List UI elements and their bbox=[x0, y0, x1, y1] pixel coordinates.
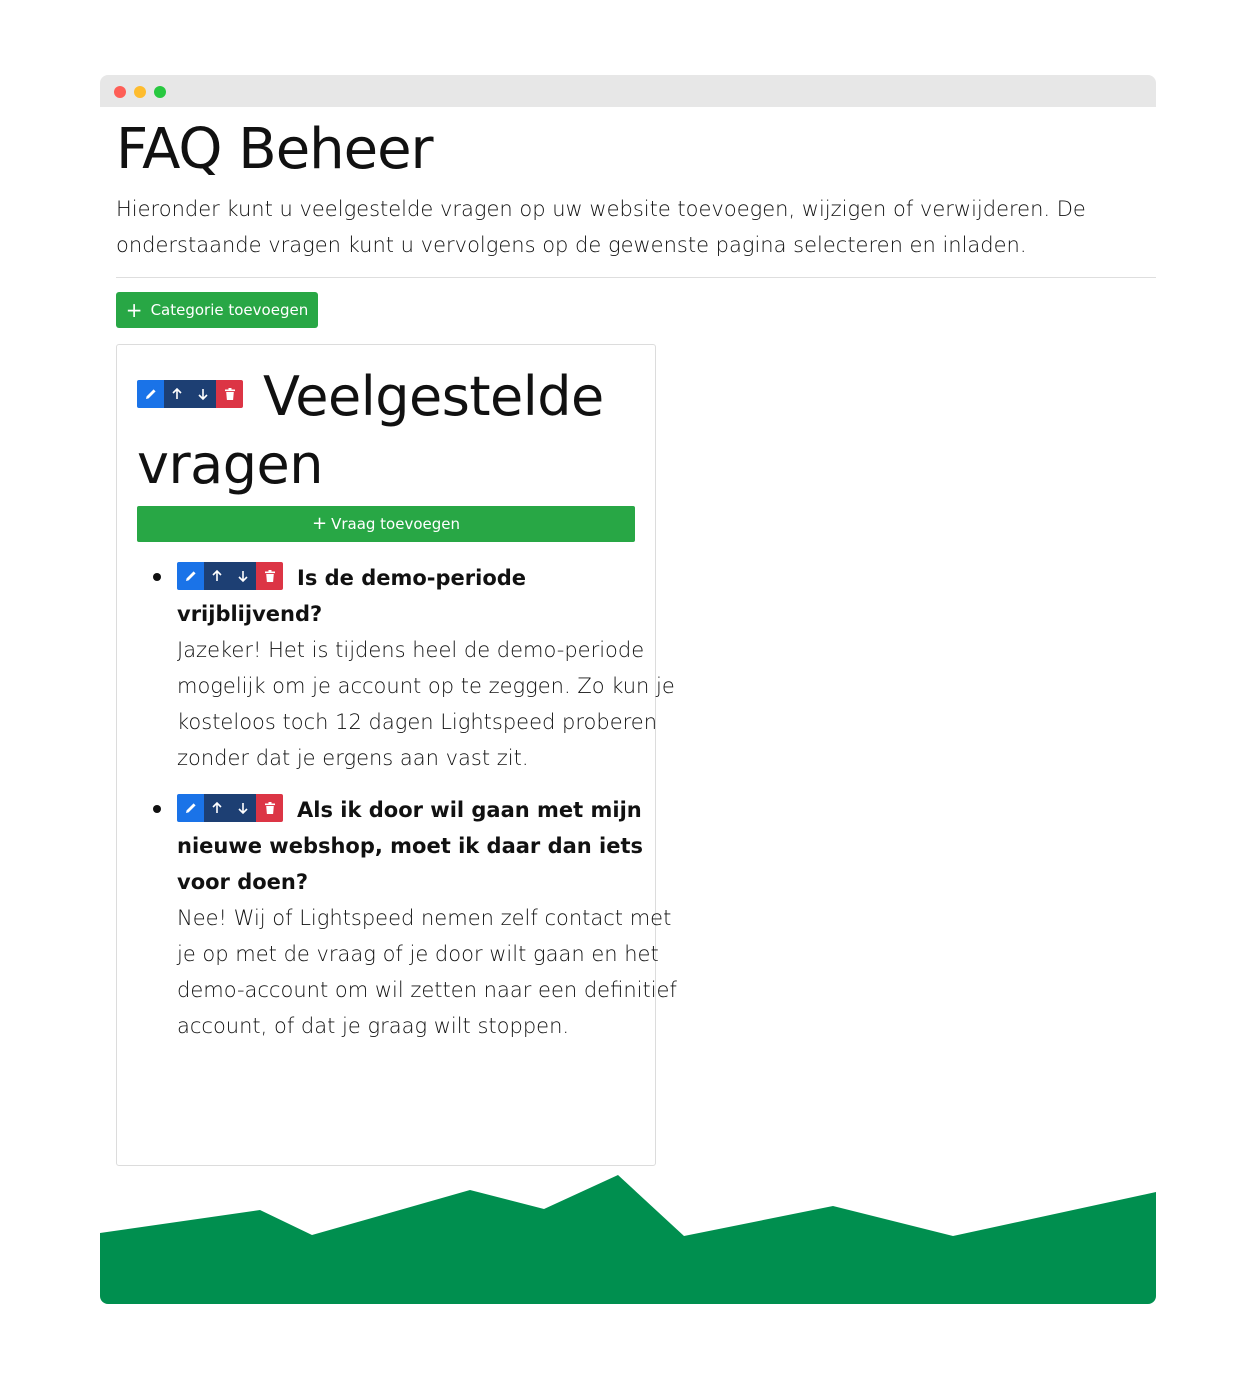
divider bbox=[116, 277, 1156, 278]
move-category-down-button[interactable] bbox=[190, 380, 216, 408]
add-question-label: Vraag toevoegen bbox=[331, 515, 461, 533]
pencil-icon bbox=[144, 387, 158, 401]
move-category-up-button[interactable] bbox=[164, 380, 190, 408]
delete-category-button[interactable] bbox=[216, 380, 243, 408]
arrow-down-icon bbox=[236, 569, 250, 583]
close-window-dot[interactable] bbox=[114, 86, 126, 98]
question-text: Als ik door wil gaan met mijn nieuwe webshop, moet ik daar dan iets voor doen? bbox=[177, 798, 644, 894]
category-title-text: Veelgestelde vragen bbox=[137, 365, 604, 496]
move-question-up-button[interactable] bbox=[204, 794, 230, 822]
list-item bbox=[177, 560, 677, 776]
arrow-up-icon bbox=[210, 801, 224, 815]
question-tools bbox=[177, 562, 283, 590]
question-text: Is de demo-periode vrijblijvend? bbox=[177, 566, 527, 626]
move-question-up-button[interactable] bbox=[204, 562, 230, 590]
edit-question-button[interactable] bbox=[177, 794, 204, 822]
page-title: FAQ Beheer bbox=[116, 117, 433, 182]
trash-icon bbox=[223, 387, 237, 401]
maximize-window-dot[interactable] bbox=[154, 86, 166, 98]
plus-icon: + bbox=[311, 513, 328, 534]
edit-question-button[interactable] bbox=[177, 562, 204, 590]
arrow-down-icon bbox=[236, 801, 250, 815]
answer-text: Jazeker! Het is tijdens heel de demo-periode mogelijk om je account op te zeggen. Zo kun je kosteloos toch 12 dagen Lightspeed proberen zonder dat je ergens aan vast zit. bbox=[177, 638, 675, 770]
page-content bbox=[116, 107, 1156, 1038]
question-tools bbox=[177, 794, 283, 822]
question-title bbox=[177, 792, 677, 900]
delete-question-button[interactable] bbox=[256, 794, 283, 822]
move-question-down-button[interactable] bbox=[230, 562, 256, 590]
window-titlebar bbox=[100, 75, 1156, 107]
browser-window bbox=[100, 75, 1156, 1304]
pencil-icon bbox=[184, 569, 198, 583]
question-title bbox=[177, 560, 677, 632]
edit-category-button[interactable] bbox=[137, 380, 164, 408]
category-header bbox=[137, 363, 637, 499]
category-card bbox=[116, 344, 677, 1166]
add-category-label: Categorie toevoegen bbox=[150, 301, 309, 319]
minimize-window-dot[interactable] bbox=[134, 86, 146, 98]
plus-icon: + bbox=[125, 298, 143, 322]
trash-icon bbox=[263, 801, 277, 815]
move-question-down-button[interactable] bbox=[230, 794, 256, 822]
list-item bbox=[177, 792, 677, 1044]
question-list bbox=[137, 560, 677, 1060]
add-question-button[interactable] bbox=[137, 506, 635, 542]
footer-mountains bbox=[100, 1164, 1156, 1304]
arrow-up-icon bbox=[170, 387, 184, 401]
bullet bbox=[153, 805, 161, 813]
answer-text: Nee! Wij of Lightspeed nemen zelf contact met je op met de vraag of je door wilt gaan en het demo-account om wil zetten naar een definitief account, of dat je graag wilt stoppen. bbox=[177, 906, 677, 1038]
trash-icon bbox=[263, 569, 277, 583]
page-intro: Hieronder kunt u veelgestelde vragen op uw website toevoegen, wijzigen of verwijderen. De onderstaande vragen kunt u vervolgens op de gewenste pagina selecteren en inladen. bbox=[116, 197, 1086, 257]
add-category-button[interactable] bbox=[116, 292, 318, 328]
arrow-up-icon bbox=[210, 569, 224, 583]
delete-question-button[interactable] bbox=[256, 562, 283, 590]
arrow-down-icon bbox=[196, 387, 210, 401]
bullet bbox=[153, 573, 161, 581]
category-tools bbox=[137, 380, 243, 408]
category-title bbox=[137, 363, 637, 499]
pencil-icon bbox=[184, 801, 198, 815]
